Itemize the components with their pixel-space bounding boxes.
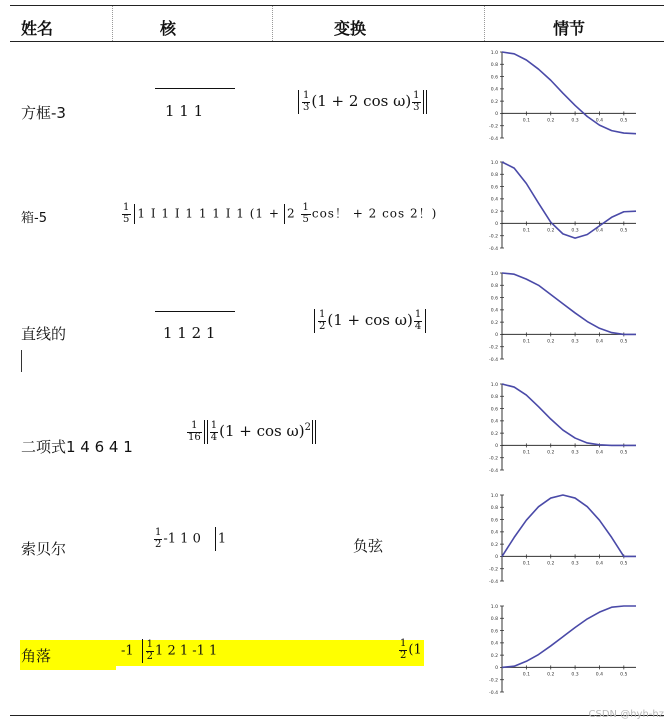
- response-plot: [484, 600, 640, 704]
- watermark: CSDN @hyh-hz: [588, 709, 664, 720]
- x-tick-label: 0.4: [595, 672, 604, 678]
- y-tick-label: 0.2: [490, 542, 498, 548]
- x-tick-label: 0.1: [522, 561, 531, 567]
- y-tick-label: 1.0: [490, 160, 498, 166]
- y-tick-label: 1.0: [490, 604, 498, 610]
- y-tick-label: 0.6: [490, 518, 498, 524]
- x-tick-label: 0.2: [547, 672, 555, 678]
- y-tick-label: 0.4: [490, 641, 498, 647]
- x-tick-label: 0.3: [571, 228, 579, 234]
- x-tick-label: 0.2: [547, 118, 555, 124]
- kernel-formula: $\frac{1}{2}$ -1 1 0 1: [155, 527, 227, 550]
- x-tick-label: 0.2: [547, 450, 555, 456]
- y-tick-label: 0.4: [490, 197, 498, 203]
- y-tick-label: 0.8: [490, 506, 498, 512]
- y-tick-label: -0.4: [489, 468, 498, 474]
- y-tick-label: 1.0: [490, 50, 498, 56]
- response-plot: [484, 378, 640, 482]
- y-tick-label: -0.4: [489, 136, 498, 142]
- x-tick-label: 0.5: [620, 561, 628, 567]
- y-tick-label: 0.8: [490, 395, 498, 401]
- y-tick-label: 0: [495, 222, 498, 228]
- x-tick-label: 0.5: [620, 118, 628, 124]
- transform-formula: $\frac{1}{2}$ (1: [400, 638, 422, 661]
- x-tick-label: 0.5: [620, 228, 628, 234]
- y-tick-label: -0.2: [489, 567, 498, 573]
- series-line: [502, 273, 636, 334]
- y-tick-label: 0.4: [490, 87, 498, 93]
- y-tick-label: -0.2: [489, 456, 498, 462]
- row-name: 方框-3: [21, 104, 66, 122]
- transform-formula: 负弦: [353, 537, 384, 555]
- plot-svg: [484, 267, 640, 371]
- header-kernel: 核: [160, 19, 177, 38]
- response-plot: [484, 156, 640, 260]
- header-separator: [112, 6, 113, 41]
- row-name: 角落: [21, 647, 52, 665]
- x-tick-label: 0.3: [571, 450, 579, 456]
- y-tick-label: 0: [495, 112, 498, 118]
- x-tick-label: 0.3: [571, 118, 579, 124]
- table-top-rule: [10, 5, 664, 6]
- response-plot: [484, 267, 640, 371]
- x-tick-label: 0.3: [571, 561, 579, 567]
- y-tick-label: 0: [495, 666, 498, 672]
- table-header-rule: [10, 41, 664, 42]
- header-separator: [484, 6, 485, 41]
- row-name: 箱-5: [21, 211, 47, 226]
- series-line: [502, 606, 636, 667]
- x-tick-label: 0.1: [522, 228, 531, 234]
- x-tick-label: 0.3: [571, 672, 579, 678]
- x-tick-label: 0.4: [595, 339, 604, 345]
- y-tick-label: 0.6: [490, 407, 498, 413]
- kernel-overline: [155, 311, 235, 312]
- y-tick-label: 0: [495, 444, 498, 450]
- header-plot: 情节: [553, 19, 586, 38]
- y-tick-label: 0.6: [490, 185, 498, 191]
- transform-formula: $\frac{1}{2}$ (1 + cos ω) $\frac{1}{4}$: [312, 309, 428, 333]
- series-line: [502, 495, 636, 556]
- y-tick-label: 0.8: [490, 173, 498, 179]
- transform-formula: $\frac{1}{3}$ (1 + 2 cos ω) $\frac{1}{3}$: [296, 90, 428, 114]
- kernel-overline: [155, 88, 235, 89]
- header-separator: [272, 6, 273, 41]
- y-tick-label: 0.2: [490, 209, 498, 215]
- row-name: 直线的: [21, 325, 67, 343]
- x-tick-label: 0.2: [547, 228, 555, 234]
- y-tick-label: 0.6: [490, 75, 498, 81]
- x-tick-label: 0.5: [620, 672, 628, 678]
- y-tick-label: 0: [495, 333, 498, 339]
- y-tick-label: 1.0: [490, 271, 498, 277]
- plot-svg: [484, 489, 640, 593]
- y-tick-label: 0.2: [490, 99, 498, 105]
- row-name: 二项式1 4 6 4 1: [21, 438, 133, 456]
- x-tick-label: 0.1: [522, 672, 531, 678]
- y-tick-label: -0.4: [489, 246, 498, 252]
- response-plot: [484, 489, 640, 593]
- y-tick-label: 0.6: [490, 629, 498, 635]
- series-line: [502, 384, 636, 445]
- y-tick-label: -0.2: [489, 234, 498, 240]
- y-tick-label: 0.8: [490, 617, 498, 623]
- y-tick-label: 0.4: [490, 530, 498, 536]
- header-name: 姓名: [21, 19, 54, 38]
- row-name: 索贝尔: [21, 540, 67, 558]
- series-line: [502, 162, 636, 238]
- plot-svg: [484, 156, 640, 260]
- y-tick-label: 0.2: [490, 431, 498, 437]
- y-tick-label: 0.8: [490, 284, 498, 290]
- y-tick-label: -0.2: [489, 678, 498, 684]
- x-tick-label: 0.2: [547, 339, 555, 345]
- y-tick-label: 0.6: [490, 296, 498, 302]
- y-tick-label: 1.0: [490, 493, 498, 499]
- stray-mark: [21, 350, 22, 372]
- x-tick-label: 0.5: [620, 339, 628, 345]
- y-tick-label: 0.8: [490, 63, 498, 69]
- y-tick-label: 0.2: [490, 320, 498, 326]
- y-tick-label: -0.4: [489, 579, 498, 585]
- transform-formula: 2 $\frac{1}{5}$ cos！ + 2 cos 2！): [282, 203, 437, 225]
- kernel-formula: -1 $\frac{1}{2}$ 1 2 1 -1 1: [121, 639, 218, 662]
- plot-svg: [484, 46, 640, 150]
- plot-svg: [484, 378, 640, 482]
- y-tick-label: 0.4: [490, 419, 498, 425]
- y-tick-label: 0.4: [490, 308, 498, 314]
- x-tick-label: 0.4: [595, 561, 604, 567]
- y-tick-label: 0.2: [490, 653, 498, 659]
- x-tick-label: 0.1: [522, 450, 531, 456]
- transform-formula: $\frac{1}{16}$ $\frac{1}{4}$ $(1 + \cos \omega)^2$: [186, 420, 317, 444]
- y-tick-label: 0: [495, 555, 498, 561]
- kernel-formula: 1 1 2 1: [163, 324, 216, 342]
- x-tick-label: 0.4: [595, 118, 604, 124]
- header-transform: 变换: [334, 19, 367, 38]
- x-tick-label: 0.4: [595, 450, 604, 456]
- y-tick-label: -0.4: [489, 357, 498, 363]
- kernel-formula: 1 1 1: [165, 102, 204, 120]
- y-tick-label: 1.0: [490, 382, 498, 388]
- x-tick-label: 0.5: [620, 450, 628, 456]
- x-tick-label: 0.2: [547, 561, 555, 567]
- x-tick-label: 0.1: [522, 339, 531, 345]
- x-tick-label: 0.1: [522, 118, 531, 124]
- y-tick-label: -0.2: [489, 124, 498, 130]
- x-tick-label: 0.3: [571, 339, 579, 345]
- plot-svg: [484, 600, 640, 704]
- y-tick-label: -0.2: [489, 345, 498, 351]
- table-bottom-rule: [10, 715, 664, 716]
- kernel-formula: $\frac{1}{5}$ 1 I 1 I 1 1 1 I 1 (1 +: [123, 202, 280, 225]
- x-tick-label: 0.4: [595, 228, 604, 234]
- response-plot: [484, 46, 640, 150]
- y-tick-label: -0.4: [489, 690, 498, 696]
